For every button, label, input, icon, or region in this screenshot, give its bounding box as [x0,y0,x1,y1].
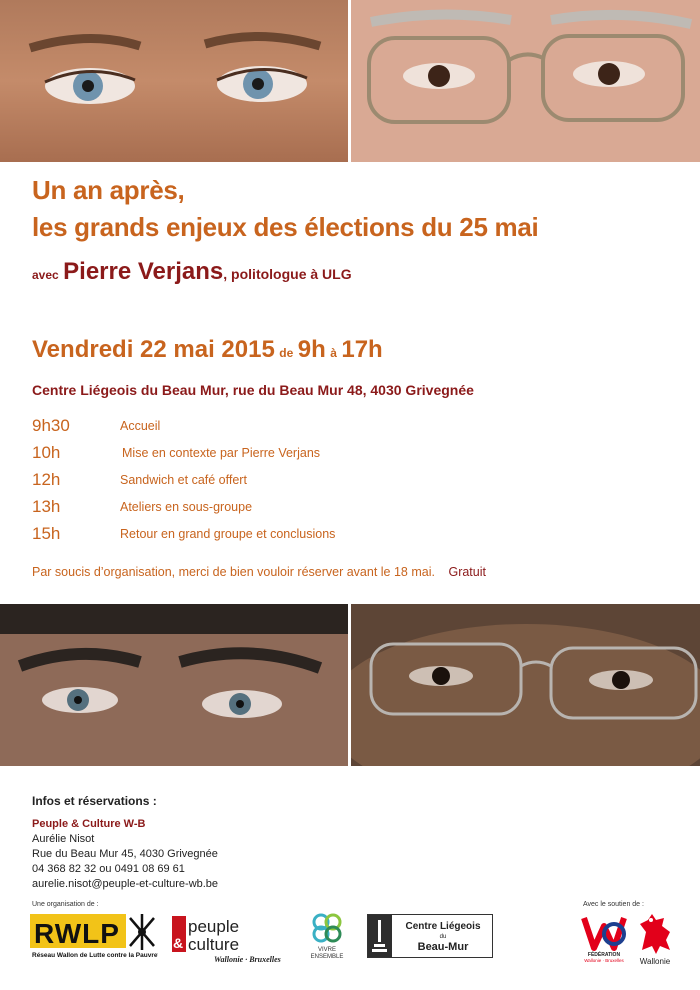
schedule-row [32,524,672,551]
speaker-prefix: avec [32,268,59,282]
event-title [32,172,538,246]
ve-logo-line1: VIVRE [317,947,337,953]
contact-info [32,794,218,892]
reservation-note [32,565,486,579]
wallonie-logo [634,910,676,966]
schedule-time: 12h [32,470,61,489]
centre-liegeois-beau-mur-logo [367,914,493,958]
rwlp-logo [30,912,158,960]
rwlp-logo-text: RWLP [34,918,120,949]
photo-eyes-man-glasses [351,604,700,766]
schedule-activity: Ateliers en sous-groupe [120,500,253,514]
schedule-row [32,497,672,524]
schedule-row [32,416,672,443]
clbm-logo-line2: du [439,934,447,940]
pc-logo-amp: & [173,935,184,951]
ve-logo-line2: ENSEMBLE [310,954,344,960]
contact-address: Rue du Beau Mur 45, 4030 Grivegnée [32,848,218,860]
speaker-line [32,258,352,286]
federation-wallonie-bruxelles-logo [580,912,628,964]
supporters-label: Avec le soutien de : [583,901,644,908]
contact-org: Peuple & Culture W-B [32,818,146,830]
vivre-ensemble-logo [307,912,347,962]
reservation-note-text: Par soucis d’organisation, merci de bien vouloir réserver avant le 18 mai. [32,565,435,579]
schedule-time: 9h30 [32,416,70,435]
pc-logo-line1: peuple [188,917,240,936]
event-end: 17h [341,336,383,363]
schedule-row [32,443,672,470]
date-from-word: de [279,346,294,360]
contact-email: aurelie.nisot@peuple-et-culture-wb.be [32,878,219,890]
schedule-activity: Retour en grand groupe et conclusions [120,527,336,541]
photo-eyes-young-man [0,0,348,162]
title-line-2: les grands enjeux des élections du 25 mai [32,212,539,242]
schedule-time: 13h [32,497,61,516]
price-label: Gratuit [448,565,486,579]
schedule-time: 15h [32,524,61,543]
speaker-name: Pierre Verjans [63,258,224,285]
speaker-role: , politologue à ULG [223,266,352,282]
event-venue: Centre Liégeois du Beau Mur, rue du Beau Mur 48, 4030 Grivegnée [32,382,474,398]
photo-eyes-man-dark-hair [0,604,348,766]
schedule-activity: Accueil [120,419,161,433]
rwlp-logo-subtitle: Réseau Wallon de Lutte contre la Pauvreté [32,952,158,959]
clbm-logo-line3: Beau-Mur [417,941,469,953]
pc-logo-line2: culture [188,935,240,954]
schedule-activity: Sandwich et café offert [120,473,247,487]
peuple-et-culture-logo [172,914,294,964]
event-date [32,336,383,364]
contact-phone: 04 368 82 32 ou 0491 08 69 61 [32,863,185,875]
schedule-row [32,470,672,497]
pc-logo-subtitle: Wallonie · Bruxelles [214,955,281,964]
event-start: 9h [297,336,326,363]
fwb-logo-line1: FÉDÉRATION [587,952,621,958]
wallonie-logo-text: Wallonie [639,957,671,966]
schedule [32,416,672,551]
contact-info-title: Infos et réservations : [32,794,157,808]
event-day: Vendredi 22 mai 2015 [32,336,275,363]
schedule-activity: Mise en contexte par Pierre Verjans [122,446,321,460]
contact-person: Aurélie Nisot [32,833,95,845]
clbm-logo-line1: Centre Liégeois [405,921,481,932]
schedule-time: 10h [32,443,61,462]
title-line-1: Un an après, [32,175,185,205]
fwb-logo-line2: Wallonie · Bruxelles [584,958,624,963]
date-to-word: à [330,346,337,360]
organisers-label: Une organisation de : [32,901,99,908]
photo-eyes-older-man-glasses [351,0,700,162]
